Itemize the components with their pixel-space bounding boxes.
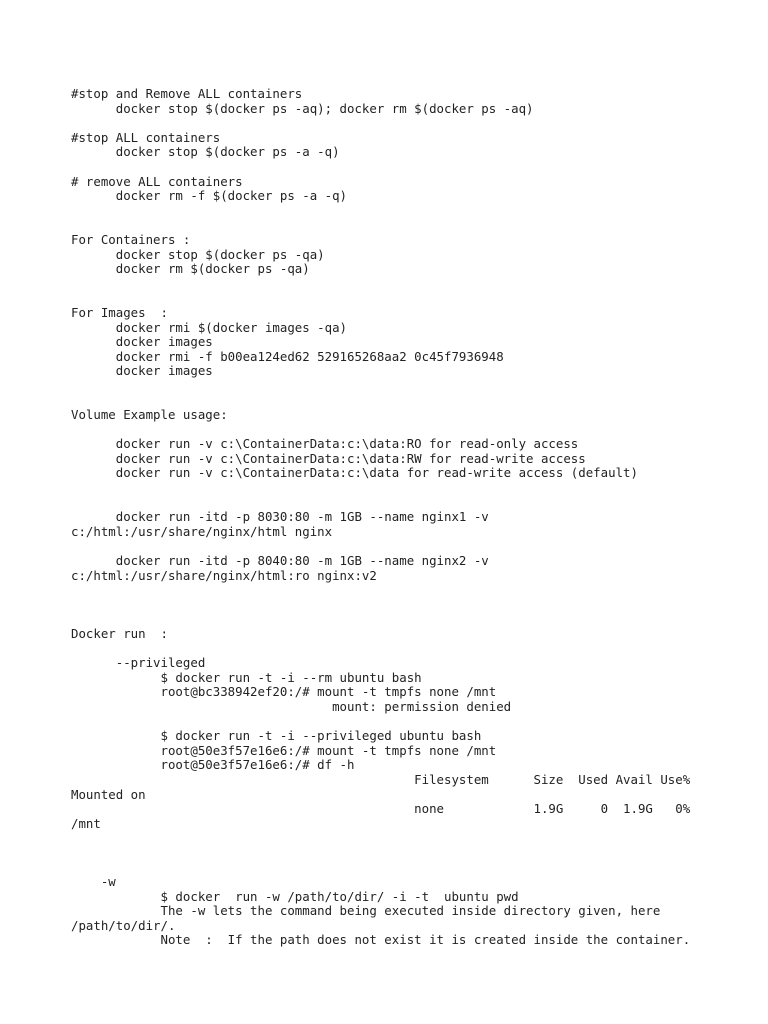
document-line <box>71 218 690 233</box>
document-line <box>71 642 690 657</box>
document-line: docker run -v c:\ContainerData:c:\data for read-write access (default) <box>71 465 638 481</box>
document-line: #stop and Remove ALL containers <box>71 86 303 101</box>
document-line <box>71 831 690 846</box>
document-line: none 1.9G 0 1.9G 0% <box>71 801 691 817</box>
document-line: #stop ALL containers <box>71 129 221 145</box>
document-line: /path/to/dir/. <box>71 917 176 933</box>
document-line <box>71 393 690 408</box>
document-line: Note : If the path does not exist it is created inside the container. <box>71 932 691 948</box>
document-line <box>71 481 690 496</box>
document-line <box>71 612 690 627</box>
document-body <box>71 87 690 948</box>
document-line <box>71 379 690 394</box>
document-line <box>71 423 690 438</box>
document-line: $ docker run -w /path/to/dir/ -i -t ubuntu pwd <box>71 888 519 904</box>
document-line: Docker run : <box>71 625 168 641</box>
document-line <box>71 583 690 598</box>
document-line: docker run -itd -p 8030:80 -m 1GB --name nginx1 -v <box>71 509 489 525</box>
document-line: c:/html:/usr/share/nginx/html:ro nginx:v2 <box>71 567 377 583</box>
document-line: docker rm -f $(docker ps -a -q) <box>71 188 348 204</box>
document-line <box>71 715 690 730</box>
document-line: docker stop $(docker ps -aq); docker rm $(docker ps -aq) <box>71 100 534 116</box>
document-line: The -w lets the command being executed inside directory given, here <box>71 903 661 919</box>
document-line <box>71 598 690 613</box>
document-line: Filesystem Size Used Avail Use% <box>71 771 691 787</box>
document-line: root@bc338942ef20:/# mount -t tmpfs none /mnt <box>71 684 497 700</box>
document-line: docker stop $(docker ps -qa) <box>71 246 325 262</box>
document-line: $ docker run -t -i --privileged ubuntu bash <box>71 728 482 744</box>
document-line: docker images <box>71 363 213 379</box>
document-line: Mounted on <box>71 786 146 802</box>
document-line: docker rmi $(docker images -qa) <box>71 319 348 335</box>
document-line: mount: permission denied <box>71 698 512 714</box>
document-line <box>71 277 690 292</box>
document-line: docker rmi -f b00ea124ed62 529165268aa2 0c45f7936948 <box>71 348 504 364</box>
document-line: Volume Example usage: <box>71 407 228 423</box>
document-line <box>71 116 690 131</box>
document-line <box>71 291 690 306</box>
document-line: root@50e3f57e16e6:/# mount -t tmpfs none /mnt <box>71 742 497 758</box>
document-line: docker images <box>71 334 213 350</box>
document-line <box>71 204 690 219</box>
document-line: $ docker run -t -i --rm ubuntu bash <box>71 669 422 685</box>
document-line: For Images : <box>71 304 168 320</box>
document-line: --privileged <box>71 655 206 671</box>
document-line: c:/html:/usr/share/nginx/html nginx <box>71 523 333 539</box>
document-line: docker stop $(docker ps -a -q) <box>71 144 340 160</box>
document-line: -w <box>71 874 116 890</box>
document-line <box>71 846 690 861</box>
document-line <box>71 539 690 554</box>
document-line: docker run -v c:\ContainerData:c:\data:RO for read-only access <box>71 436 579 452</box>
document-line: For Containers : <box>71 231 191 247</box>
document-line: /mnt <box>71 815 101 831</box>
document-line <box>71 860 690 875</box>
document-line: docker run -itd -p 8040:80 -m 1GB --name nginx2 -v <box>71 553 489 568</box>
document-line: # remove ALL containers <box>71 173 243 189</box>
document-line <box>71 160 690 175</box>
document-line: docker rm $(docker ps -qa) <box>71 261 310 277</box>
document-line: docker run -v c:\ContainerData:c:\data:RW for read-write access <box>71 450 586 466</box>
document-line <box>71 496 690 511</box>
document-line: root@50e3f57e16e6:/# df -h <box>71 757 355 773</box>
